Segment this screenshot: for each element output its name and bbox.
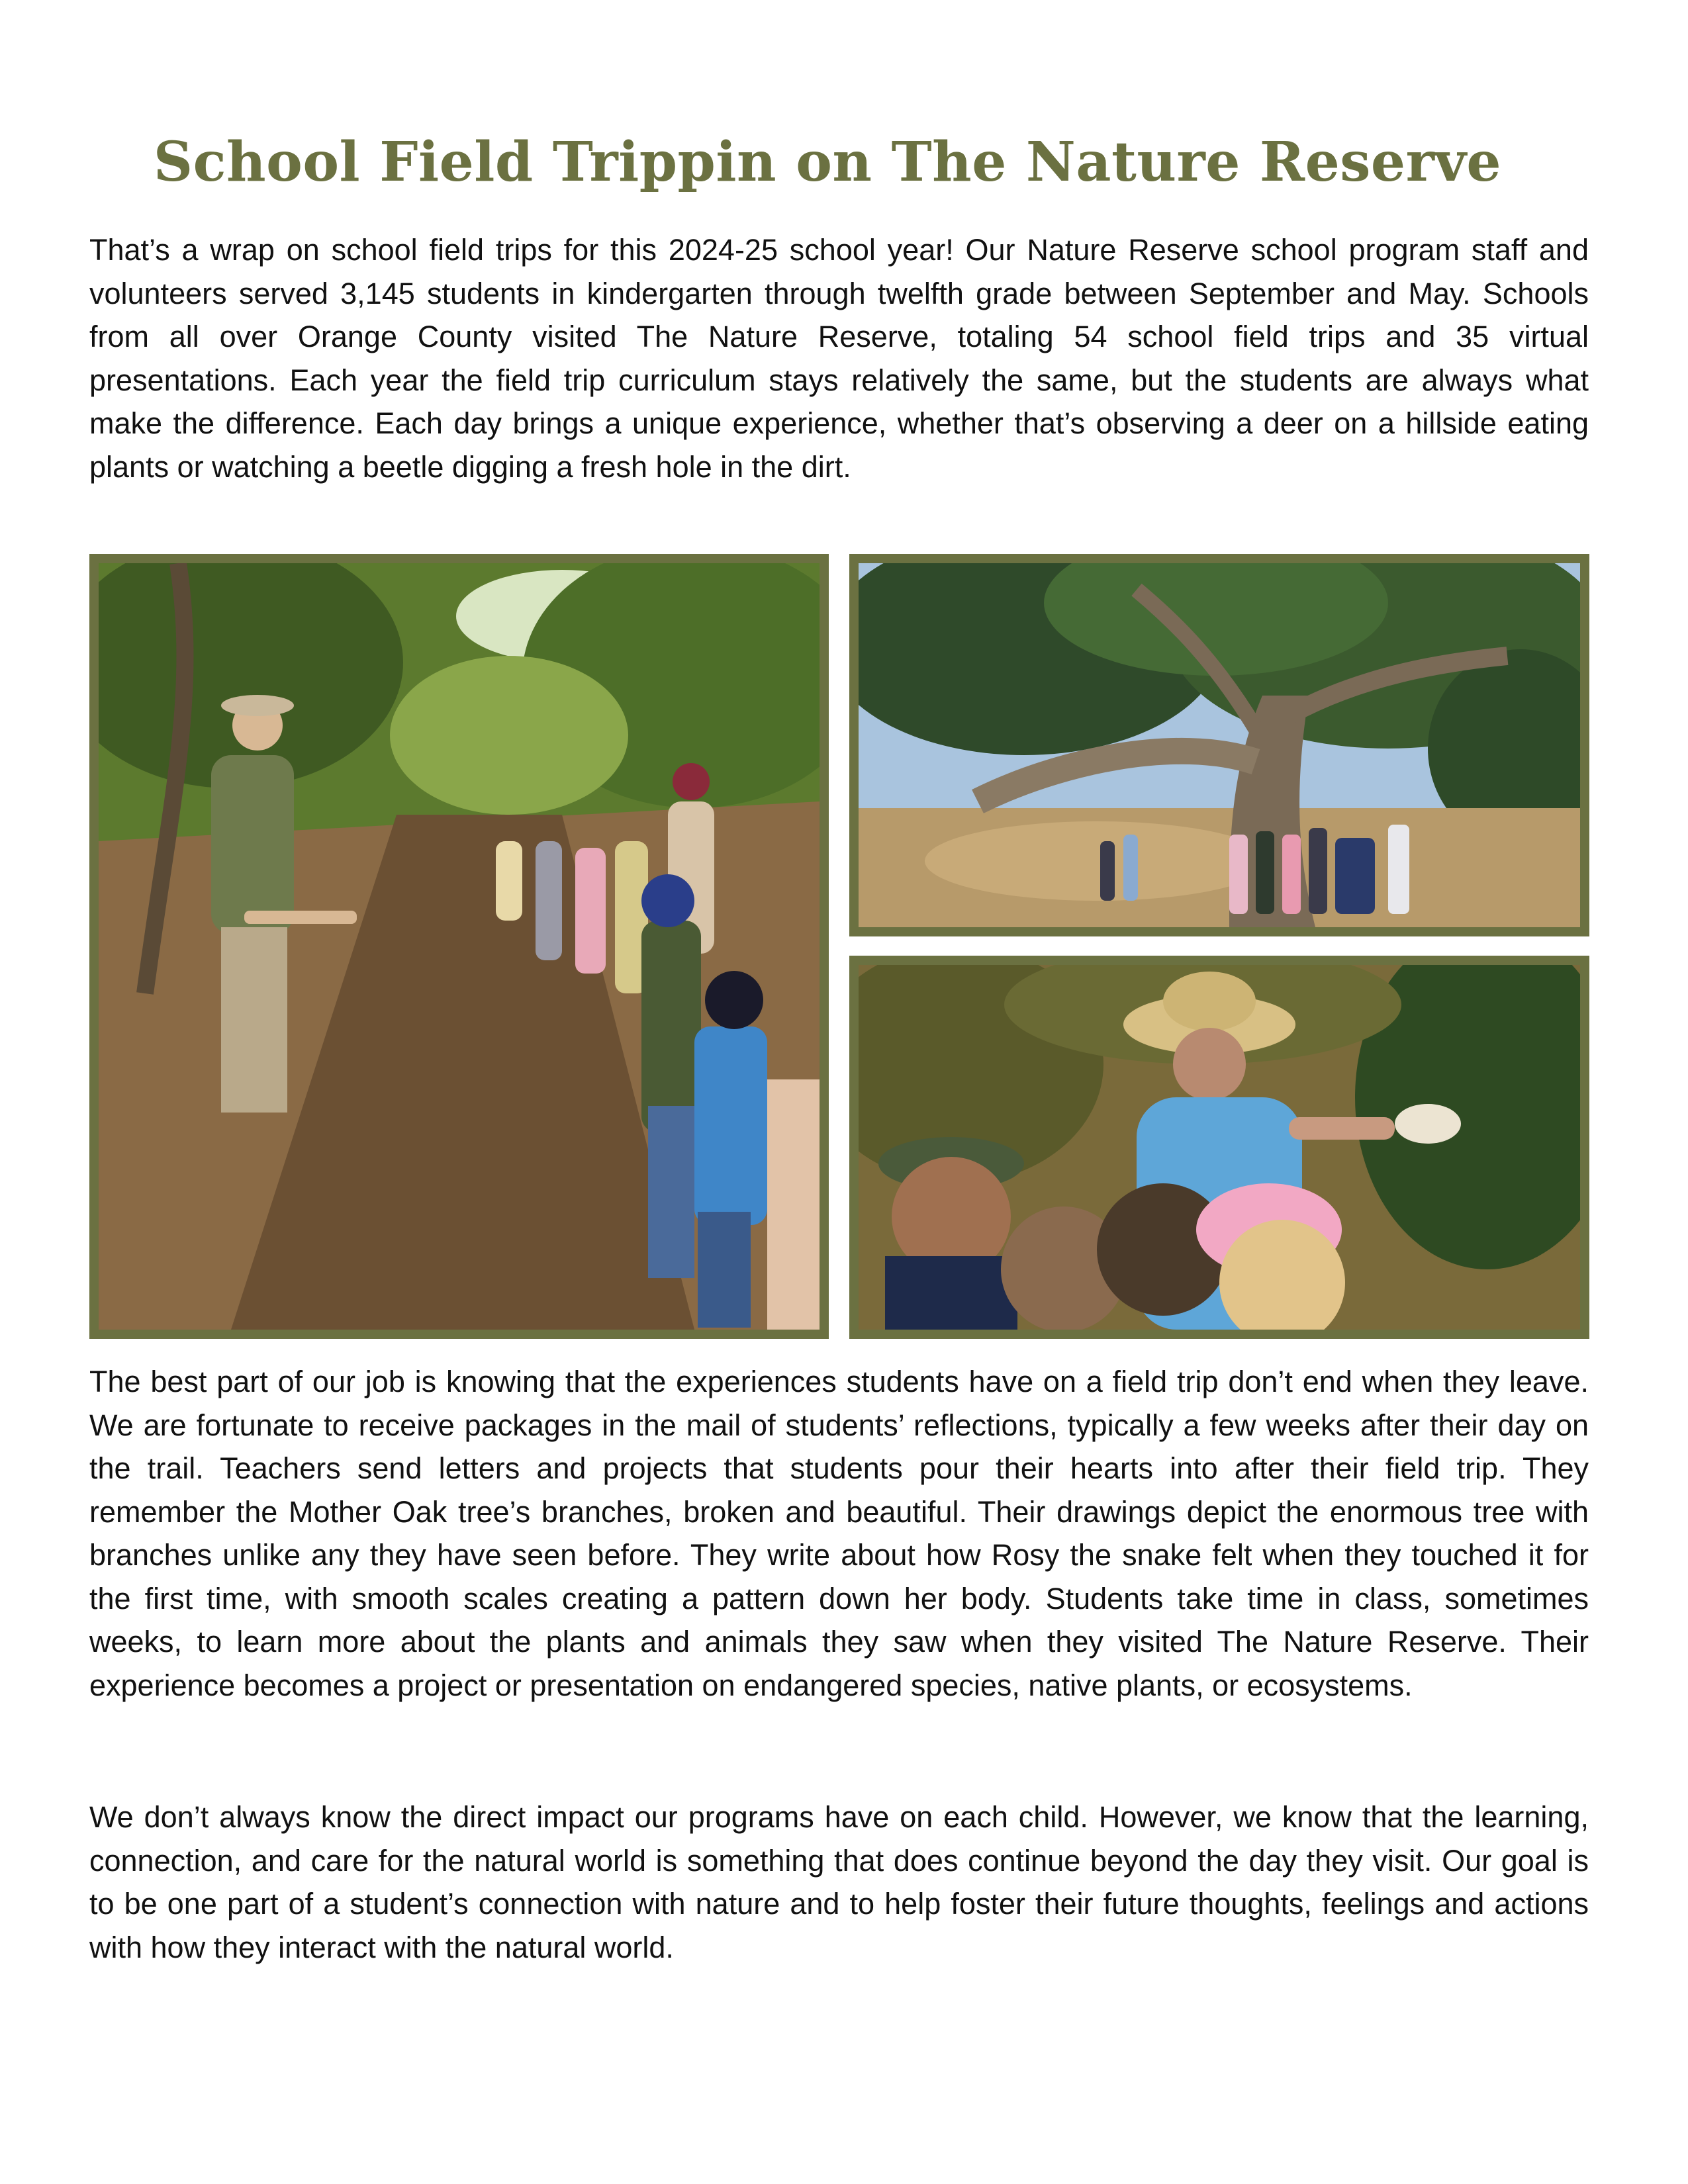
impact-paragraph: We don’t always know the direct impact our programs have on each child. However, we know that the learning, connection, and care for the natural world is something that does continue beyond the day they visit. Our goal is to be one part of a student’s connection with nature and to help foster their future thoughts, feelings and actions with how they interact with the natural world. <box>89 1800 1589 1964</box>
mother-oak-photo <box>849 554 1589 936</box>
article-title: School Field Trippin on The Nature Reserve <box>153 130 1502 194</box>
intro-paragraph: That’s a wrap on school field trips for this 2024-25 school year! Our Nature Reserve school program staff and volunteers served 3,145 students in kindergarten through twelfth grade between September and May. Schools from all over Orange County visited The Nature Reserve, totaling 54 school field trips and 35 virtual presentations. Each year the field trip curriculum stays relatively the same, but the students are always what make the difference. Each day brings a unique experience, whether that’s observing a deer on a hillside eating plants or watching a beetle digging a fresh hole in the dirt. <box>89 233 1589 484</box>
skull-lesson-photo <box>849 956 1589 1339</box>
reflections-paragraph: The best part of our job is knowing that the experiences students have on a field trip don’t end when they leave. We are fortunate to receive packages in the mail of students’ reflections, typically a few weeks after their day on the trail. Teachers send letters and projects that students pour their hearts into after their field trip. They remember the Mother Oak tree’s branches, broken and beautiful. Their drawings depict the enormous tree with branches unlike any they have seen before. They write about how Rosy the snake felt when they touched it for the first time, with smooth scales creating a pattern down her body. Students take time in class, sometimes weeks, to learn more about the plants and animals they saw when they visited The Nature Reserve. Their experience becomes a project or presentation on endangered species, native plants, or ecosystems. <box>89 1365 1589 1702</box>
trail-group-photo <box>89 554 829 1339</box>
